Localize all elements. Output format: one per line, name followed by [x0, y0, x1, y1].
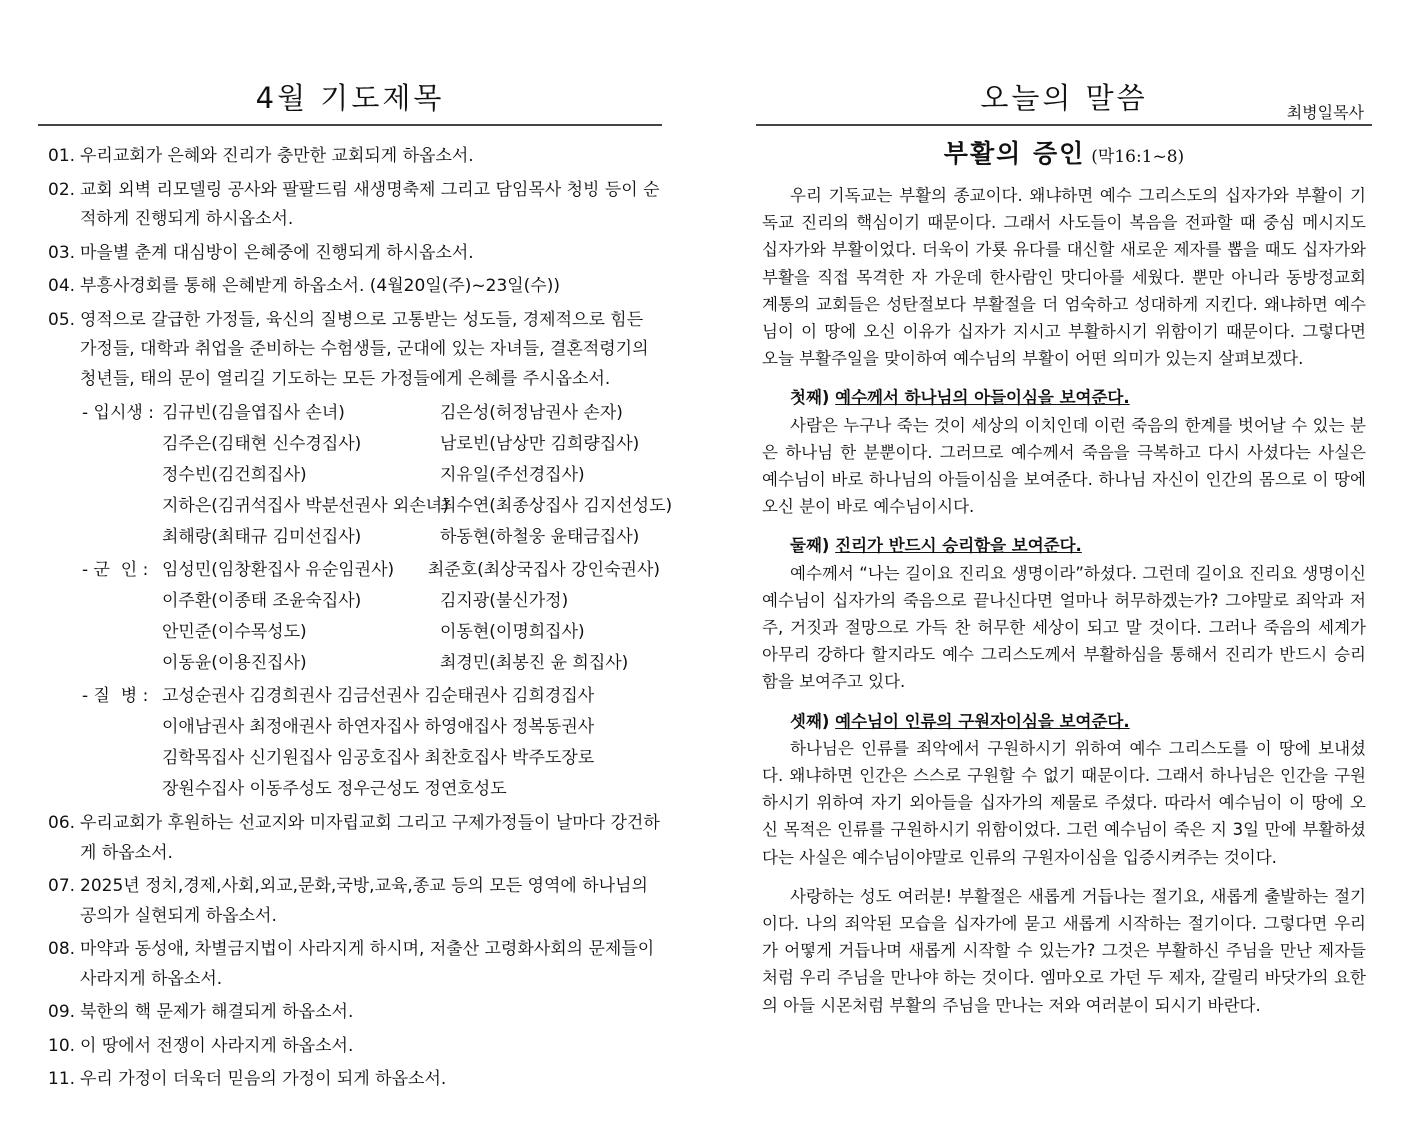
name-line: 고성순권사 김경희권사 김금선권사 김순태권사 김희경집사 — [162, 686, 595, 706]
name-row: 정수빈(김건희집사) 지유일(주선경집사) — [162, 465, 585, 485]
prayer-item: 06. 우리교회가 후원하는 선교지와 미자립교회 그리고 구제가정들이 날마다 강건하게 하옵소서. — [48, 813, 660, 863]
point-heading: 첫째) 예수께서 하나님의 아들이심을 보여준다. — [790, 388, 1130, 408]
point-text: 하나님은 인류를 죄악에서 구원하시기 위하여 예수 그리스도를 이 땅에 보내셨다. 왜냐하면 인간은 스스로 구원할 수 없기 때문이다. 그래서 하나님은 인간을 구원하시기 위하여 자기 외아들을 십자가의 제물로 주셨다. 따라서 예수님이 이 땅에 오신 목적은 인류를 구원하시기 위함이었다. 그런 예수님이 죽은 지 3일 만에 부활하셨다는 사실은 예수님이야말로 인류의 구원자이심을 입증시켜주는 것이다. — [762, 738, 1366, 867]
military-group — [48, 555, 660, 679]
sermon-section-title: 오늘의 말씀 — [980, 81, 1148, 115]
sermon-heading — [756, 134, 1372, 170]
point-text: 사람은 누구나 죽는 것이 세상의 이치인데 이런 죽음의 한계를 벗어날 수 있는 분은 하나님 한 분뿐이다. 그러므로 예수께서 죽음을 극복하고 다시 사셨다는 사실은 예수님이 바로 하나님의 아들이심을 보여준다. 하나님 자신이 인간의 몸으로 이 땅에 오신 분이 바로 예수님이시다. — [762, 415, 1366, 517]
prayer-item: 01. 우리교회가 은혜와 진리가 충만한 교회되게 하옵소서. — [48, 146, 474, 166]
military-label: - 군 인 : — [82, 560, 149, 580]
name-row: 최해랑(최태규 김미선집사) 하동현(하철웅 윤태금집사) — [162, 527, 640, 547]
name-line: 이애남권사 최정애권사 하연자집사 하영애집사 정복동권사 — [162, 717, 595, 737]
name-row: 지하은(김귀석집사 박분선권사 외손녀) 최수연(최종상집사 김지선성도) — [162, 496, 673, 516]
prayer-item: 08. 마약과 동성애, 차별금지법이 사라지게 하시며, 저출산 고령화사회의 문제들이 사라지게 하옵소서. — [48, 939, 655, 989]
name-line: 장원수집사 이동주성도 정우근성도 정연호성도 — [162, 779, 507, 799]
prayer-item: 07. 2025년 정치,경제,사회,외교,문화,국방,교육,종교 등의 모든 영역에 하나님의 공의가 실현되게 하옵소서. — [48, 876, 648, 926]
name-row: 이주환(이종태 조윤숙집사) 김지광(불신가정) — [162, 591, 569, 611]
name-line: 김학목집사 신기원집사 임공호집사 최찬호집사 박주도장로 — [162, 748, 595, 768]
scripture-reference: (막16:1~8) — [1091, 147, 1185, 167]
prayer-list — [48, 142, 673, 1099]
prayer-item: 03. 마을별 춘계 대심방이 은혜중에 진행되게 하시옵소서. — [48, 242, 474, 263]
name-row: 안민준(이수목성도) 이동현(이명희집사) — [162, 622, 585, 642]
name-row: 이동윤(이용진집사) 최경민(최봉진 윤 희집사) — [162, 653, 629, 673]
sermon-closing: 사랑하는 성도 여러분! 부활절은 새롭게 거듭나는 절기요, 새롭게 출발하는 절기이다. 나의 죄악된 모습을 십자가에 묻고 새롭게 시작하는 절기이다. 그렇다면 우리가 어떻게 거듭나며 새롭게 시작할 수 있는가? 그것은 부활하신 주님을 만난 제자들처럼 우리 주님을 만나야 하는 것이다. 엠마오로 가던 두 제자, 갈릴리 바닷가의 요한의 아들 시몬처럼 부활의 주님을 만나는 저와 여러분이 되시기 바란다. — [762, 886, 1366, 1015]
sermon-author: 최병일목사 — [1286, 103, 1364, 122]
prayer-title-rule — [38, 124, 662, 126]
name-row: 김규빈(김을엽집사 손녀) 김은성(허정남권사 손자) — [162, 403, 623, 423]
sermon-body — [762, 182, 1366, 1019]
entrance-exam-group — [48, 398, 673, 553]
illness-label: - 질 병 : — [82, 686, 149, 706]
sermon-intro: 우리 기독교는 부활의 종교이다. 왜냐하면 예수 그리스도의 십자가와 부활이 기독교 진리의 핵심이기 때문이다. 그래서 사도들이 복음을 전파할 때 중심 메시지도 십자가와 부활이었다. 더욱이 가룟 유다를 대신할 새로운 제자를 뽑을 때도 십자가와 부활을 직접 목격한 자 가운데 한사람인 맛디아를 세웠다. 뿐만 아니라 동방정교회 계통의 교회들은 성탄절보다 부활절을 더 엄숙하고 성대하게 지킨다. 왜냐하면 예수님이 이 땅에 오신 이유가 십자가 지시고 부활하시기 위함이기 때문이다. 그렇다면 오늘 부활주일을 맞이하여 예수님의 부활이 어떤 의미가 있는지 살펴보겠다. — [762, 186, 1366, 369]
point-heading: 둘째) 진리가 반드시 승리함을 보여준다. — [790, 536, 1082, 556]
prayer-item: 11. 우리 가정이 더욱더 믿음의 가정이 되게 하옵소서. — [48, 1069, 447, 1089]
prayer-item: 09. 북한의 핵 문제가 해결되게 하옵소서. — [48, 1002, 354, 1022]
prayer-item: 10. 이 땅에서 전쟁이 사라지게 하옵소서. — [48, 1035, 354, 1056]
sermon-title: 부활의 증인 — [943, 139, 1086, 168]
illness-group — [48, 681, 660, 805]
prayer-item: 04. 부흥사경회를 통해 은혜받게 하옵소서. (4월20일(주)~23일(수)) — [48, 276, 560, 296]
point-heading: 셋째) 예수님이 인류의 구원자이심을 보여준다. — [790, 711, 1130, 731]
prayer-item: 02. 교회 외벽 리모델링 공사와 팔팔드림 새생명축제 그리고 담임목사 청빙 등이 순적하게 진행되게 하시옵소서. — [48, 179, 660, 229]
prayer-title: 4월 기도제목 — [255, 81, 445, 115]
prayer-item: 05. 영적으로 갈급한 가정들, 육신의 질병으로 고통받는 성도들, 경제적으로 힘든 가정들, 대학과 취업을 준비하는 수험생들, 군대에 있는 자녀들, 결혼적령기의 청년들, 태의 문이 열리길 기도하는 모든 가정들에게 은혜를 주시옵소서. — [48, 309, 649, 389]
point-text: 예수께서 “나는 길이요 진리요 생명이라”하셨다. 그런데 길이요 진리요 생명이신 예수님이 십자가의 죽음으로 끝나신다면 얼마나 허무하겠는가? 그야말로 죄악과 저주, 거짓과 절망으로 가득 찬 허무한 세상이 되고 말 것이다. 그러나 죽음의 세계가 아무리 강하다 할지라도 예수 그리스도께서 부활하심을 통해서 진리가 반드시 승리함을 보여주고 있다. — [762, 563, 1366, 692]
sermon-title-rule — [756, 124, 1372, 126]
entrance-exam-label: - 입시생 : — [82, 403, 154, 423]
name-row: 임성민(임창환집사 유순임권사) 최준호(최상국집사 강인숙권사) — [162, 560, 660, 580]
name-row: 김주은(김태현 신수경집사) 남로빈(남상만 김희량집사) — [162, 434, 640, 454]
